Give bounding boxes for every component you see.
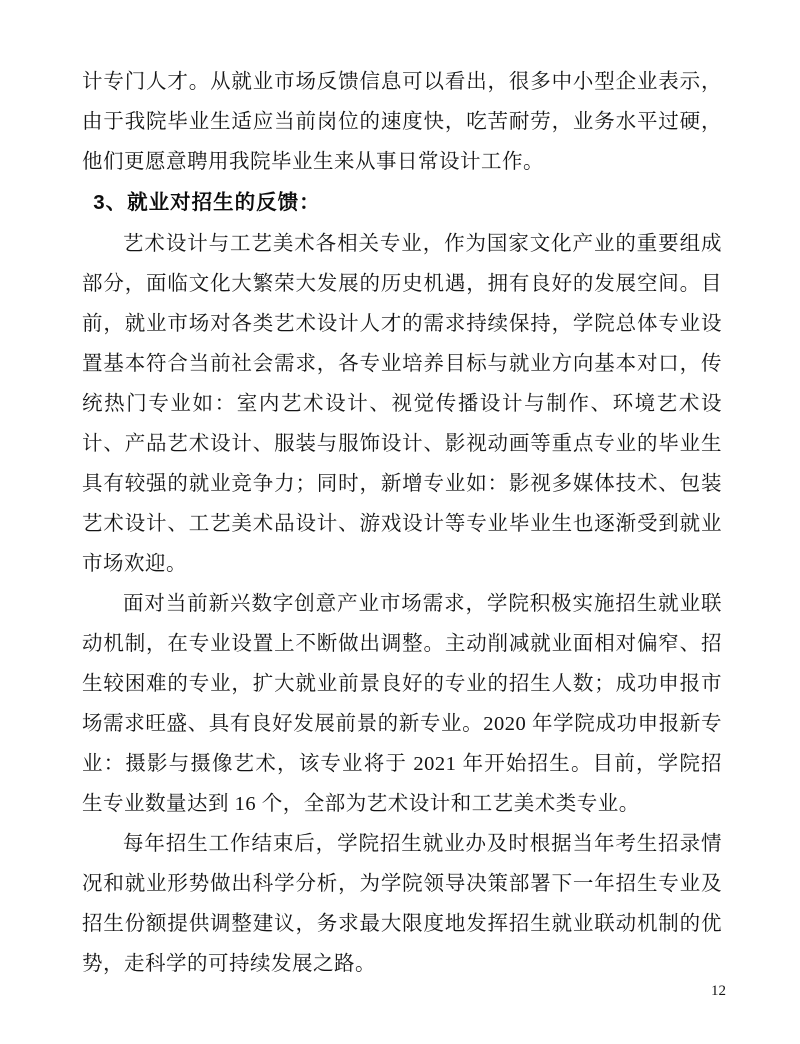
- section-heading: 3、就业对招生的反馈：: [93, 191, 321, 214]
- paragraph-continuation: 计专门人才。从就业市场反馈信息可以看出，很多中小型企业表示，由于我院毕业生适应当前岗位的速度快，吃苦耐劳，业务水平过硬，他们更愿意聘用我院毕业生来从事日常设计工作。: [82, 71, 722, 173]
- paragraph-annual-analysis: 每年招生工作结束后，学院招生就业办及时根据当年考生招录情况和就业形势做出科学分析，为学院领导决策部署下一年招生专业及招生份额提供调整建议，务求最大限度地发挥招生就业联动机制的优势，走科学的可持续发展之路。: [82, 833, 722, 975]
- paragraph-program-adjustment: 面对当前新兴数字创意产业市场需求，学院积极实施招生就业联动机制，在专业设置上不断做出调整。主动削减就业面相对偏窄、招生较困难的专业，扩大就业前景良好的专业的招生人数；成功申报市场需求旺盛、具有良好发展前景的新专业。2020 年学院成功申报新专业：摄影与摄像艺术，该专业将于 2021 年开始招生。目前，学院招生专业数量达到 16 个，全部为艺术设计和工艺美术类专业。: [82, 593, 722, 815]
- page-number: 12: [711, 983, 726, 999]
- paragraph-employment-feedback: 艺术设计与工艺美术各相关专业，作为国家文化产业的重要组成部分，面临文化大繁荣大发展的历史机遇，拥有良好的发展空间。目前，就业市场对各类艺术设计人才的需求持续保持，学院总体专业设置基本符合当前社会需求，各专业培养目标与就业方向基本对口，传统热门专业如：室内艺术设计、视觉传播设计与制作、环境艺术设计、产品艺术设计、服装与服饰设计、影视动画等重点专业的毕业生具有较强的就业竞争力；同时，新增专业如：影视多媒体技术、包装艺术设计、工艺美术品设计、游戏设计等专业毕业生也逐渐受到就业市场欢迎。: [82, 233, 722, 575]
